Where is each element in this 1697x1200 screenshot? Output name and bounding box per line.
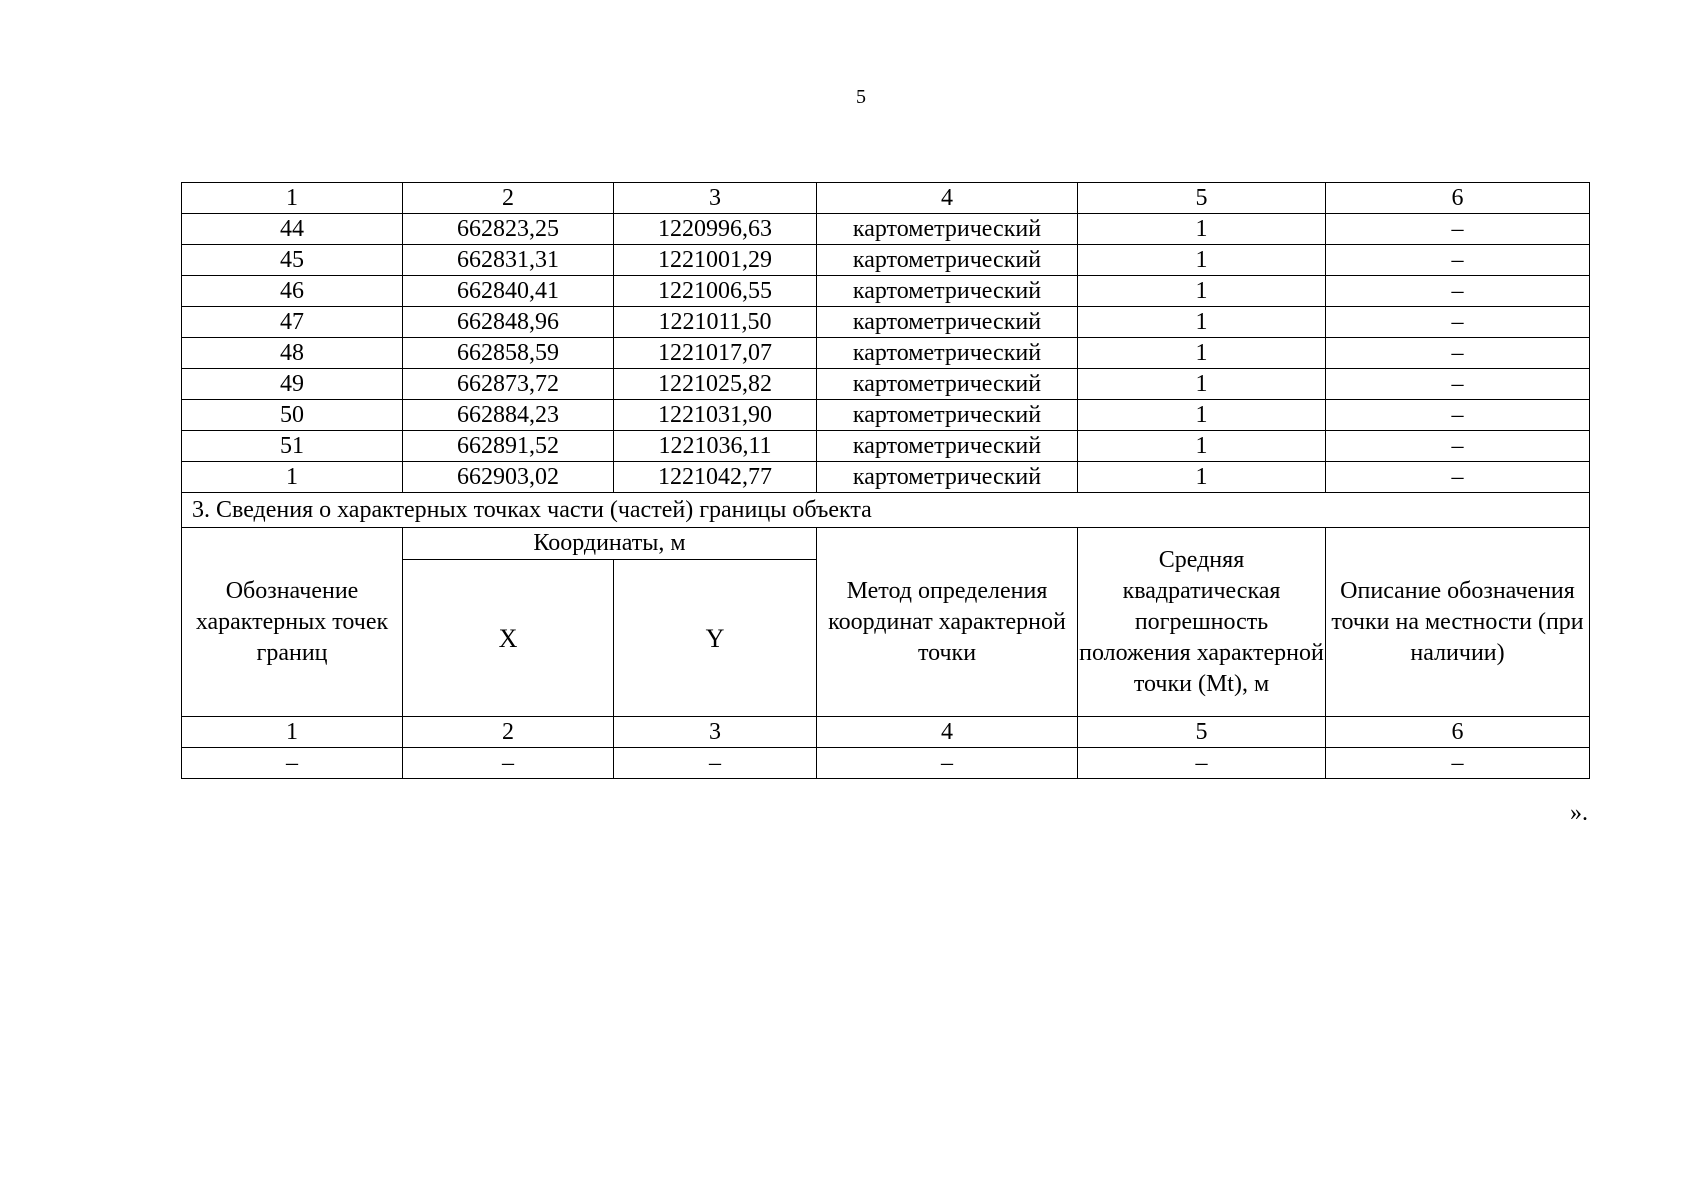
point-number-cell: 49 — [182, 369, 403, 400]
header-method: Метод определения координат характерной точки — [817, 528, 1078, 717]
method-cell: картометрический — [817, 462, 1078, 493]
error-value-cell: 1 — [1078, 338, 1326, 369]
coord-x-cell: 662903,02 — [403, 462, 614, 493]
point-number-cell: 1 — [182, 462, 403, 493]
description-cell: – — [1326, 307, 1590, 338]
point-number-cell: 47 — [182, 307, 403, 338]
method-cell: картометрический — [817, 400, 1078, 431]
description-cell: – — [1326, 276, 1590, 307]
table-row — [182, 245, 1590, 276]
method-cell: картометрический — [817, 245, 1078, 276]
coord-x-cell: 662884,23 — [403, 400, 614, 431]
method-cell: картометрический — [817, 214, 1078, 245]
section-3-row — [182, 493, 1590, 528]
description-cell: – — [1326, 214, 1590, 245]
error-value-cell: 1 — [1078, 400, 1326, 431]
table-cell: – — [182, 748, 403, 779]
column-number: 5 — [1078, 183, 1326, 214]
table-row — [182, 276, 1590, 307]
header-coordinates: Координаты, м — [403, 528, 817, 560]
column-number: 2 — [403, 717, 614, 748]
method-cell: картометрический — [817, 431, 1078, 462]
coord-y-cell: 1221017,07 — [614, 338, 817, 369]
header-error: Средняя квадратическая погрешность положения характерной точки (Mt), м — [1078, 528, 1326, 717]
table-row — [182, 338, 1590, 369]
section-3-empty-row — [182, 748, 1590, 779]
point-number-cell: 51 — [182, 431, 403, 462]
description-cell: – — [1326, 400, 1590, 431]
section-3-header-row-1 — [182, 528, 1590, 560]
coord-x-cell: 662840,41 — [403, 276, 614, 307]
column-number: 3 — [614, 717, 817, 748]
point-number-cell: 45 — [182, 245, 403, 276]
table-row — [182, 400, 1590, 431]
method-cell: картометрический — [817, 338, 1078, 369]
column-number: 2 — [403, 183, 614, 214]
error-value-cell: 1 — [1078, 307, 1326, 338]
column-number: 6 — [1326, 183, 1590, 214]
coord-y-cell: 1221031,90 — [614, 400, 817, 431]
boundary-points-table — [181, 182, 1590, 779]
coord-y-cell: 1221011,50 — [614, 307, 817, 338]
table-row — [182, 431, 1590, 462]
error-value-cell: 1 — [1078, 462, 1326, 493]
description-cell: – — [1326, 462, 1590, 493]
method-cell: картометрический — [817, 276, 1078, 307]
coord-y-cell: 1221025,82 — [614, 369, 817, 400]
error-value-cell: 1 — [1078, 245, 1326, 276]
error-value-cell: 1 — [1078, 276, 1326, 307]
error-value-cell: 1 — [1078, 214, 1326, 245]
column-number: 4 — [817, 717, 1078, 748]
coord-x-cell: 662848,96 — [403, 307, 614, 338]
coord-x-cell: 662891,52 — [403, 431, 614, 462]
point-number-cell: 44 — [182, 214, 403, 245]
closing-quote: ». — [1570, 800, 1588, 826]
header-description: Описание обозначения точки на местности (при наличии) — [1326, 528, 1590, 717]
table-row — [182, 214, 1590, 245]
header-y: Y — [614, 560, 817, 717]
description-cell: – — [1326, 431, 1590, 462]
coord-y-cell: 1221042,77 — [614, 462, 817, 493]
error-value-cell: 1 — [1078, 431, 1326, 462]
table-row — [182, 462, 1590, 493]
section-3-title: 3. Сведения о характерных точках части (частей) границы объекта — [182, 493, 1590, 528]
column-number: 1 — [182, 183, 403, 214]
point-number-cell: 48 — [182, 338, 403, 369]
page-number: 5 — [856, 86, 866, 108]
method-cell: картометрический — [817, 369, 1078, 400]
table-cell: – — [817, 748, 1078, 779]
table-cell: – — [1078, 748, 1326, 779]
table-row — [182, 307, 1590, 338]
column-number: 1 — [182, 717, 403, 748]
error-value-cell: 1 — [1078, 369, 1326, 400]
coord-y-cell: 1221001,29 — [614, 245, 817, 276]
column-number: 6 — [1326, 717, 1590, 748]
coord-y-cell: 1221006,55 — [614, 276, 817, 307]
column-number: 5 — [1078, 717, 1326, 748]
coord-x-cell: 662831,31 — [403, 245, 614, 276]
coord-y-cell: 1220996,63 — [614, 214, 817, 245]
point-number-cell: 46 — [182, 276, 403, 307]
table-cell: – — [1326, 748, 1590, 779]
description-cell: – — [1326, 369, 1590, 400]
table-cell: – — [614, 748, 817, 779]
header-designation: Обозначение характерных точек границ — [182, 528, 403, 717]
point-number-cell: 50 — [182, 400, 403, 431]
description-cell: – — [1326, 338, 1590, 369]
column-number: 3 — [614, 183, 817, 214]
table-body — [182, 183, 1590, 779]
header-x: X — [403, 560, 614, 717]
method-cell: картометрический — [817, 307, 1078, 338]
table-row — [182, 369, 1590, 400]
description-cell: – — [1326, 245, 1590, 276]
column-number: 4 — [817, 183, 1078, 214]
table-cell: – — [403, 748, 614, 779]
coord-x-cell: 662873,72 — [403, 369, 614, 400]
coord-y-cell: 1221036,11 — [614, 431, 817, 462]
coord-x-cell: 662823,25 — [403, 214, 614, 245]
coord-x-cell: 662858,59 — [403, 338, 614, 369]
section-3-column-number-row — [182, 717, 1590, 748]
column-number-row — [182, 183, 1590, 214]
